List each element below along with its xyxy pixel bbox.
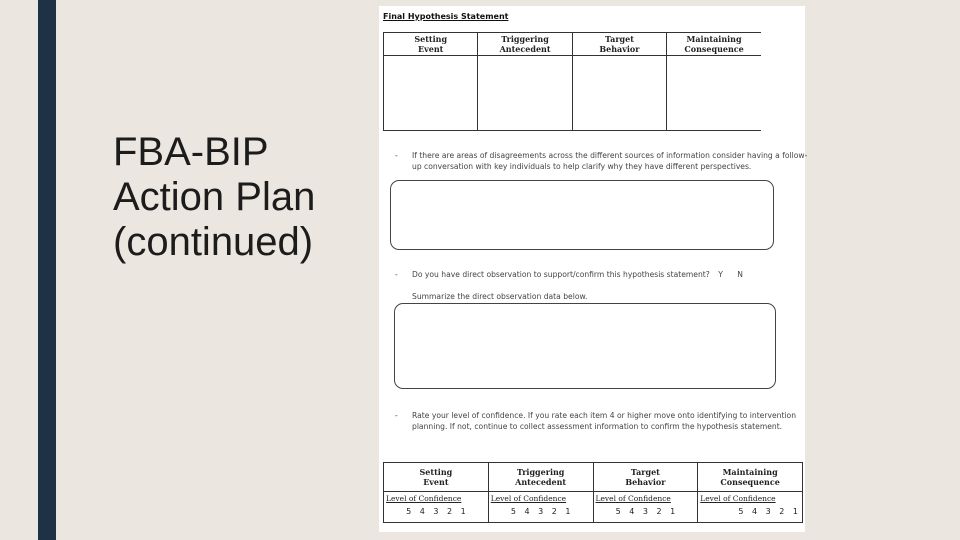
- confidence-scale[interactable]: 5 4 3 2 1: [615, 507, 676, 516]
- confidence-label: Level of Confidence: [386, 494, 462, 503]
- bullet-dash: -: [395, 411, 398, 420]
- header-triggering-antecedent: [478, 33, 572, 56]
- triggering-antecedent-cell[interactable]: [478, 56, 572, 131]
- header-line: Triggering: [516, 467, 565, 477]
- header-maintaining-consequence: [698, 463, 803, 492]
- setting-event-cell[interactable]: [384, 56, 478, 131]
- header-line: Setting: [414, 34, 448, 44]
- confidence-scale[interactable]: 5 4 3 2 1: [510, 507, 571, 516]
- maintaining-consequence-confidence-cell[interactable]: [698, 492, 803, 523]
- summarize-note: Summarize the direct observation data below.: [412, 292, 588, 301]
- triggering-antecedent-confidence-cell[interactable]: [488, 492, 593, 523]
- observation-question: Do you have direct observation to support/confirm this hypothesis statement?: [412, 270, 710, 279]
- bullet-line: If there are areas of disagreements across the different sources of information consider having a follow-: [412, 151, 808, 160]
- target-behavior-cell[interactable]: [572, 56, 666, 131]
- accent-bar: [38, 0, 56, 540]
- header-line: Event: [423, 477, 449, 487]
- bullet-line: Rate your level of confidence. If you rate each item 4 or higher move onto identifying to intervention: [412, 411, 797, 420]
- confidence-label: Level of Confidence: [595, 494, 671, 503]
- header-line: Antecedent: [499, 44, 551, 54]
- setting-event-confidence-cell[interactable]: [384, 492, 489, 523]
- header-line: Target: [604, 34, 634, 44]
- bullet-dash: -: [395, 151, 398, 160]
- no-option[interactable]: N: [737, 270, 743, 279]
- hypothesis-table: [383, 32, 761, 131]
- confidence-label: Level of Confidence: [700, 494, 776, 503]
- bullet-line: up conversation with key individuals to help clarify why they have different perspectives.: [412, 162, 752, 171]
- header-line: Maintaining: [686, 34, 742, 44]
- bullet-text: [412, 410, 796, 432]
- confidence-scale[interactable]: 5 4 3 2 1: [406, 507, 466, 516]
- header-line: Consequence: [720, 477, 780, 487]
- bullet-text: [412, 269, 743, 280]
- slide-title: [113, 130, 363, 265]
- header-triggering-antecedent: [488, 463, 593, 492]
- bullet-text: [412, 150, 807, 172]
- header-target-behavior: [593, 463, 698, 492]
- title-line-3: (continued): [113, 220, 314, 264]
- yes-option[interactable]: Y: [718, 270, 723, 279]
- header-setting-event: [384, 463, 489, 492]
- header-setting-event: [384, 33, 478, 56]
- bullet-line: planning. If not, continue to collect assessment information to confirm the hypothesis statement.: [412, 422, 783, 431]
- confidence-label: Level of Confidence: [490, 494, 567, 503]
- header-line: Behavior: [625, 477, 666, 487]
- title-line-1: FBA-BIP: [113, 130, 269, 174]
- header-line: Event: [418, 44, 444, 54]
- observation-summary-box[interactable]: [394, 303, 776, 389]
- header-line: Maintaining: [722, 467, 778, 477]
- header-line: Consequence: [684, 44, 744, 54]
- title-line-2: Action Plan: [113, 175, 316, 219]
- bullet-dash: -: [395, 270, 398, 279]
- header-line: Antecedent: [515, 477, 567, 487]
- worksheet-page: [379, 6, 808, 532]
- disagreement-notes-box[interactable]: [390, 180, 774, 250]
- header-target-behavior: [572, 33, 666, 56]
- header-line: Behavior: [599, 44, 640, 54]
- confidence-table: [383, 462, 803, 523]
- header-maintaining-consequence: [667, 33, 761, 56]
- worksheet-heading: Final Hypothesis Statement: [383, 12, 509, 21]
- target-behavior-confidence-cell[interactable]: [593, 492, 698, 523]
- header-line: Setting: [419, 467, 453, 477]
- maintaining-consequence-cell[interactable]: [667, 56, 761, 131]
- header-line: Triggering: [501, 34, 549, 44]
- confidence-scale[interactable]: 5 4 3 2 1: [738, 507, 798, 516]
- header-line: Target: [630, 467, 660, 477]
